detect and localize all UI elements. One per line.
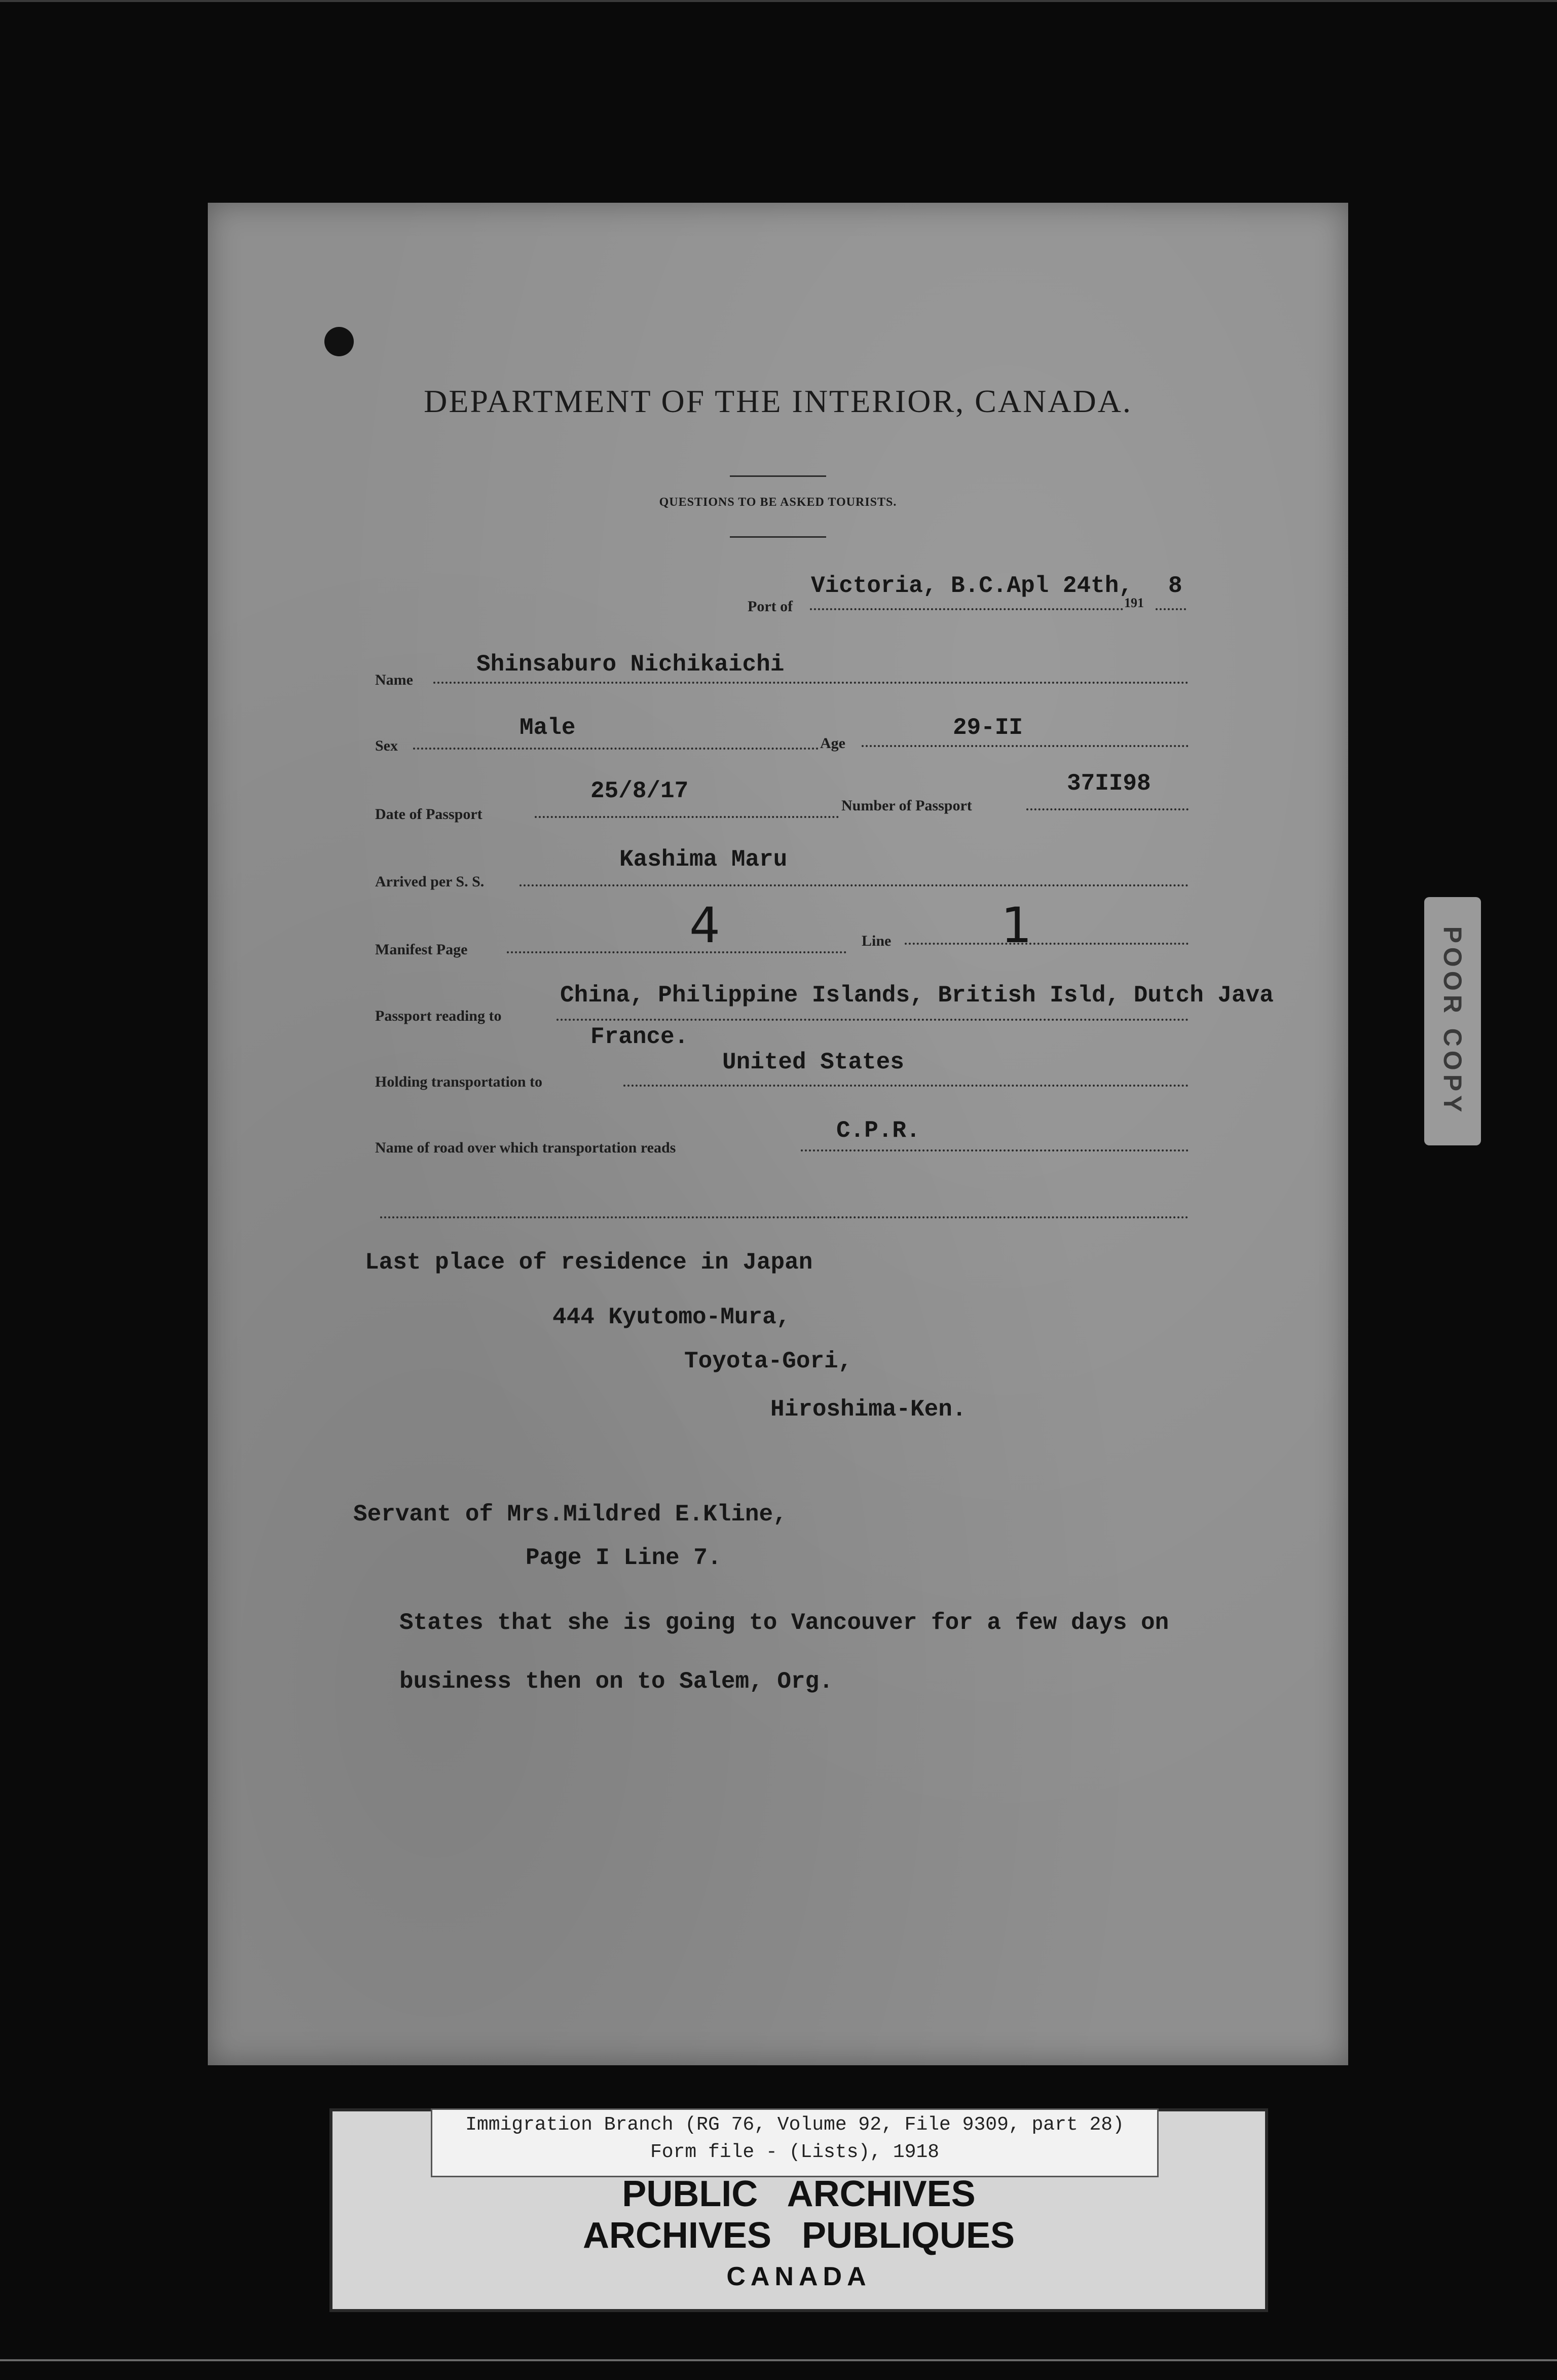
- archive-reference-line-2: Form file - (Lists), 1918: [650, 2141, 940, 2163]
- sex-label: Sex: [375, 737, 398, 754]
- film-edge-top: [0, 0, 1557, 2]
- year-suffix: 8: [1168, 573, 1182, 599]
- sex-dotted-line: [413, 748, 819, 750]
- servant-line-2: Page I Line 7.: [526, 1545, 722, 1571]
- arrived-per-ss-value: Kashima Maru: [619, 846, 788, 873]
- poor-copy-text: POOR COPY: [1438, 926, 1467, 1117]
- road-dotted-line: [801, 1149, 1189, 1151]
- archive-title-english: PUBLIC ARCHIVES: [622, 2174, 976, 2214]
- age-label: Age: [820, 735, 845, 752]
- road-value: C.P.R.: [836, 1118, 920, 1144]
- statement-line-2: business then on to Salem, Org.: [399, 1668, 833, 1695]
- number-of-passport-label: Number of Passport: [841, 797, 972, 814]
- manifest-page-value: 4: [689, 897, 721, 954]
- holding-transportation-label: Holding transportation to: [375, 1073, 543, 1090]
- residence-line-2: Toyota-Gori,: [684, 1348, 852, 1374]
- arrived-dotted-line: [520, 884, 1189, 886]
- blank-dotted-line: [380, 1216, 1189, 1218]
- sex-value: Male: [520, 715, 576, 741]
- name-value: Shinsaburo Nichikaichi: [476, 651, 785, 678]
- line-value: 1: [1001, 897, 1032, 954]
- archive-title-french: ARCHIVES PUBLIQUES: [582, 2215, 1015, 2256]
- year-prefix: 191: [1124, 596, 1144, 610]
- archive-country: CANADA: [726, 2262, 871, 2291]
- heading-rule-bottom: [730, 536, 826, 538]
- manifest-page-dotted-line: [507, 951, 846, 953]
- year-dotted-line: [1156, 608, 1186, 610]
- heading-rule-top: [730, 475, 826, 477]
- passport-reading-to-label: Passport reading to: [375, 1008, 502, 1024]
- servant-line-1: Servant of Mrs.Mildred E.Kline,: [353, 1501, 787, 1528]
- port-dotted-line: [810, 608, 1123, 610]
- punch-hole: [324, 327, 354, 356]
- manifest-page-label: Manifest Page: [375, 941, 468, 958]
- department-heading: DEPARTMENT OF THE INTERIOR, CANADA.: [424, 383, 1132, 419]
- number-of-passport-value: 37II98: [1067, 770, 1151, 797]
- date-of-passport-dotted-line: [535, 816, 839, 818]
- statement-line-1: States that she is going to Vancouver for a few days on: [399, 1610, 1169, 1636]
- archive-reference-line-1: Immigration Branch (RG 76, Volume 92, File 9309, part 28): [465, 2114, 1124, 2136]
- age-dotted-line: [862, 745, 1189, 747]
- residence-line-1: 444 Kyutomo-Mura,: [552, 1304, 791, 1330]
- age-value: 29-II: [953, 715, 1023, 741]
- residence-heading: Last place of residence in Japan: [365, 1249, 813, 1276]
- road-label: Name of road over which transportation reads: [375, 1139, 676, 1156]
- passport-reading-to-value-line2: France.: [590, 1024, 689, 1050]
- form-subtitle: QUESTIONS TO BE ASKED TOURISTS.: [659, 496, 897, 509]
- passport-reading-to-value-line1: China, Philippine Islands, British Isld, Dutch Java: [560, 982, 1274, 1009]
- port-label: Port of: [748, 598, 793, 615]
- arrived-per-ss-label: Arrived per S. S.: [375, 873, 485, 890]
- film-edge-bottom: [0, 2359, 1557, 2361]
- holding-transportation-dotted-line: [623, 1085, 1189, 1087]
- line-label: Line: [862, 933, 892, 949]
- name-dotted-line: [433, 682, 1189, 684]
- line-dotted-line: [905, 943, 1189, 945]
- poor-copy-stamp: [1424, 897, 1481, 1145]
- name-label: Name: [375, 672, 413, 688]
- document-sheet: [208, 203, 1348, 2065]
- date-of-passport-label: Date of Passport: [375, 806, 483, 823]
- holding-transportation-value: United States: [722, 1049, 904, 1075]
- residence-line-3: Hiroshima-Ken.: [770, 1396, 967, 1423]
- passport-reading-dotted-line: [557, 1019, 1189, 1021]
- port-value: Victoria, B.C.Apl 24th,: [811, 573, 1133, 599]
- archive-label-reference-strip: [431, 2108, 1159, 2177]
- number-of-passport-dotted-line: [1026, 808, 1189, 810]
- date-of-passport-value: 25/8/17: [590, 778, 689, 804]
